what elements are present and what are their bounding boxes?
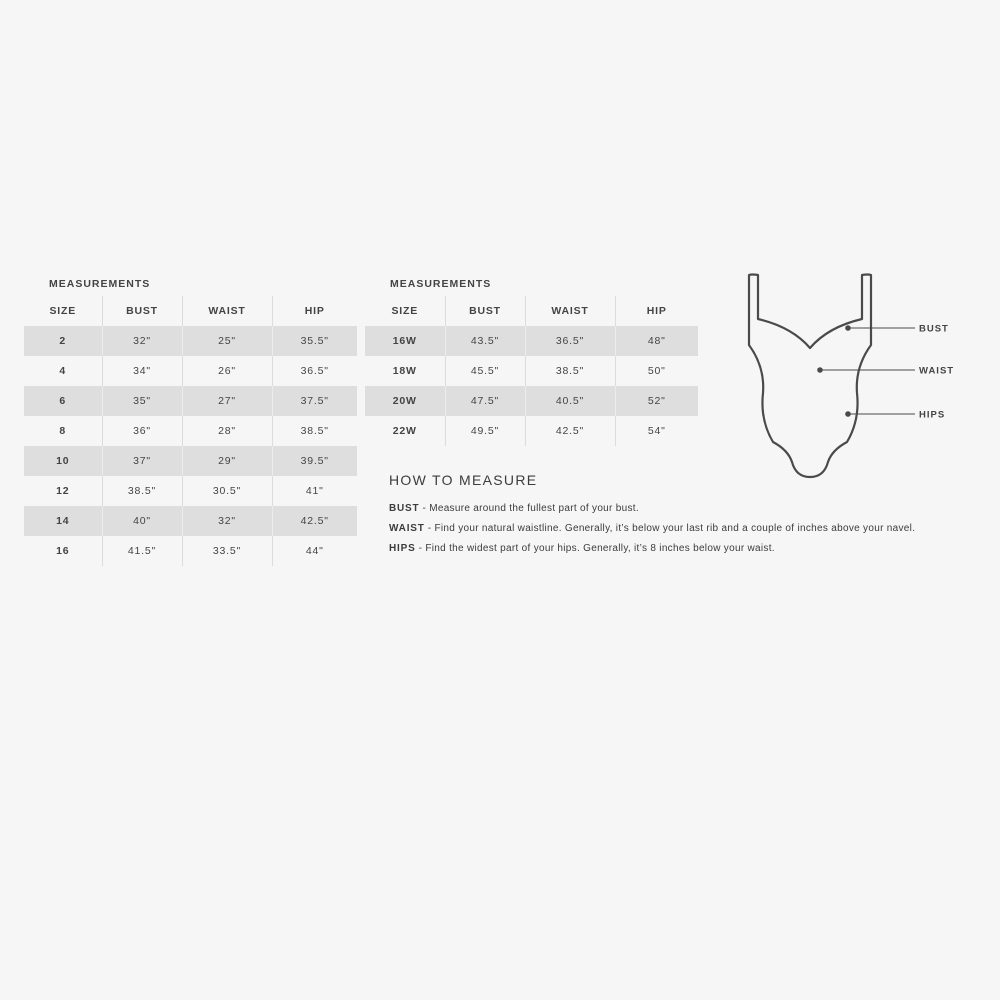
table-row [24, 446, 357, 476]
cell-bust: 43.5" [445, 326, 525, 356]
cell-bust: 35" [102, 386, 182, 416]
cell-hip: 37.5" [272, 386, 357, 416]
right-table-body [365, 326, 698, 446]
cell-size: 16 [56, 545, 70, 557]
cell-size: 8 [59, 425, 67, 437]
left-table-body [24, 326, 357, 566]
table-header-row [365, 296, 698, 326]
cell-size: 4 [59, 365, 67, 377]
cell-size: 14 [24, 506, 102, 536]
cell-waist: 36.5" [525, 326, 615, 356]
cell-bust: 41.5" [102, 536, 182, 566]
how-to-measure-title: HOW TO MEASURE [389, 472, 538, 488]
waist-instruction: - Find your natural waistline. Generally, it’s below your last rib and a couple of inches above your navel. [424, 523, 916, 534]
cell-size: 18W [392, 365, 417, 377]
cell-hip: 44" [272, 536, 357, 566]
table-row [365, 356, 698, 386]
column-header-hip: HIP [272, 296, 357, 326]
cell-bust: 38.5" [102, 476, 182, 506]
cell-waist: 30.5" [182, 476, 272, 506]
table-row [365, 326, 698, 356]
column-header-waist: WAIST [525, 296, 615, 326]
table-row [365, 416, 698, 446]
table-row [24, 416, 357, 446]
cell-hip: 35.5" [272, 326, 357, 356]
hips-label: HIPS [919, 409, 946, 421]
cell-waist: 42.5" [525, 416, 615, 446]
table-row [24, 356, 357, 386]
bust-instruction: - Measure around the fullest part of your bust. [419, 503, 639, 514]
size-chart-regular [24, 296, 357, 566]
table-row [24, 536, 357, 566]
column-header-bust: BUST [102, 296, 182, 326]
table-row [24, 506, 357, 536]
cell-size: 10 [24, 446, 102, 476]
cell-bust: 47.5" [445, 386, 525, 416]
column-header-waist: WAIST [182, 296, 272, 326]
hips-instruction: - Find the widest part of your hips. Generally, it’s 8 inches below your waist. [415, 543, 775, 554]
cell-hip: 50" [615, 356, 698, 386]
cell-waist: 32" [182, 506, 272, 536]
bodysuit-outline [749, 275, 871, 478]
column-header-size: SIZE [391, 305, 419, 317]
cell-hip: 36.5" [272, 356, 357, 386]
cell-bust: 34" [102, 356, 182, 386]
table-row [24, 476, 357, 506]
bust-marker [845, 324, 949, 335]
column-header-size: SIZE [49, 305, 77, 317]
cell-bust: 40" [102, 506, 182, 536]
left-table-title: MEASUREMENTS [49, 278, 151, 290]
cell-size: 2 [24, 326, 102, 356]
how-to-measure-hips [389, 543, 775, 554]
cell-size: 6 [24, 386, 102, 416]
table-row [24, 386, 357, 416]
cell-size: 16W [365, 326, 445, 356]
cell-bust: 49.5" [445, 416, 525, 446]
cell-hip: 38.5" [272, 416, 357, 446]
waist-label: WAIST [919, 365, 955, 377]
cell-size: 12 [56, 485, 70, 497]
bodysuit-measurement-diagram [740, 262, 980, 487]
term-bust: BUST [389, 503, 420, 514]
cell-waist: 33.5" [182, 536, 272, 566]
cell-waist: 26" [182, 356, 272, 386]
column-header-bust: BUST [445, 296, 525, 326]
how-to-measure-bust [389, 503, 639, 514]
cell-hip: 39.5" [272, 446, 357, 476]
how-to-measure-waist [389, 523, 915, 534]
table-row [365, 386, 698, 416]
bust-label: BUST [919, 323, 949, 335]
cell-size: 22W [392, 425, 417, 437]
table-row [24, 326, 357, 356]
cell-waist: 28" [182, 416, 272, 446]
table-header-row [24, 296, 357, 326]
cell-bust: 45.5" [445, 356, 525, 386]
cell-hip: 52" [615, 386, 698, 416]
cell-hip: 54" [615, 416, 698, 446]
cell-hip: 48" [615, 326, 698, 356]
cell-hip: 41" [272, 476, 357, 506]
hips-marker [845, 410, 945, 421]
term-waist: WAIST [389, 523, 425, 534]
cell-waist: 29" [182, 446, 272, 476]
right-table-title: MEASUREMENTS [390, 278, 492, 290]
cell-bust: 36" [102, 416, 182, 446]
cell-hip: 42.5" [272, 506, 357, 536]
term-hips: HIPS [389, 543, 416, 554]
cell-waist: 40.5" [525, 386, 615, 416]
column-header-hip: HIP [615, 296, 698, 326]
cell-bust: 32" [102, 326, 182, 356]
cell-waist: 38.5" [525, 356, 615, 386]
cell-waist: 25" [182, 326, 272, 356]
size-chart-plus [365, 296, 698, 446]
cell-size: 20W [365, 386, 445, 416]
cell-waist: 27" [182, 386, 272, 416]
cell-bust: 37" [102, 446, 182, 476]
waist-marker [817, 366, 954, 377]
